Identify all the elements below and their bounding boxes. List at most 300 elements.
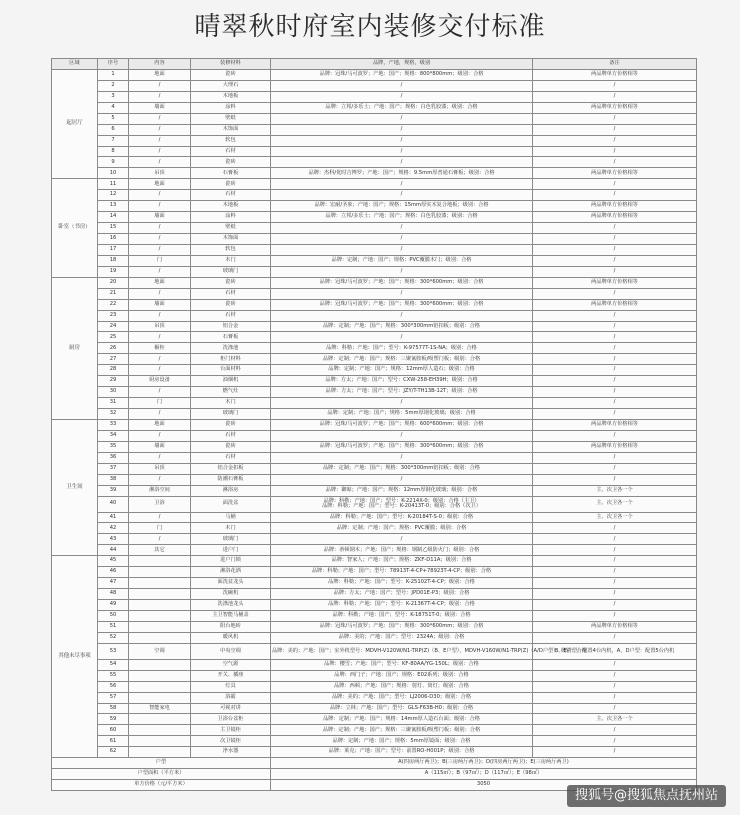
row-number-cell: 61 xyxy=(98,736,129,747)
brand-spec-cell: / xyxy=(271,310,533,321)
table-row xyxy=(52,234,697,245)
brand-spec-cell: 品牌：杰科/优时吉博罗；产地：国产；规格：9.5mm厚普通石膏板；级别：合格 xyxy=(271,168,533,179)
table-row xyxy=(52,288,697,299)
material-cell: 淋浴房 xyxy=(191,485,271,496)
row-number-cell: 55 xyxy=(98,670,129,681)
material-cell: 瓷砖 xyxy=(191,419,271,430)
brand-spec-cell: / xyxy=(271,146,533,157)
content-cell: / xyxy=(129,512,191,523)
brand-spec-cell: 品牌：定制；产地：国产；规格：5mm厚镜面；级别：合格 xyxy=(271,736,533,747)
material-cell: 燃气灶 xyxy=(191,387,271,398)
remark-cell: / xyxy=(533,288,697,299)
brand-spec-cell: 品牌：定制；产地：国产；规格：14mm厚人造石台面；级别：合格 xyxy=(271,714,533,725)
summary-value: A(四房两厅两卫)；B(三房两厅两卫)；D(四房两厅两卫)；E(三房两厅两卫) xyxy=(271,758,697,769)
table-row xyxy=(52,512,697,523)
brand-spec-cell: / xyxy=(271,179,533,190)
material-cell: 石膏板 xyxy=(191,168,271,179)
row-number-cell: 12 xyxy=(98,190,129,201)
remark-cell: / xyxy=(533,321,697,332)
brand-spec-line: 品牌：科勒；产地：国产；型号：K-20413T-0；级别：合格（次卫） xyxy=(322,503,481,509)
content-cell: / xyxy=(129,223,191,234)
content-cell: 地面 xyxy=(129,277,191,288)
material-cell: 瓷砖 xyxy=(191,157,271,168)
table-row xyxy=(52,703,697,714)
table-row xyxy=(52,387,697,398)
row-number-cell: 41 xyxy=(98,512,129,523)
remark-cell: 两品牌单方价格相等 xyxy=(533,102,697,113)
content-cell xyxy=(129,632,191,643)
row-number-cell: 34 xyxy=(98,430,129,441)
table-row xyxy=(52,747,697,758)
table-row xyxy=(52,255,697,266)
material-cell: 淋浴花洒 xyxy=(191,567,271,578)
remark-cell: / xyxy=(533,600,697,611)
content-cell: 门 xyxy=(129,398,191,409)
remark-cell: / xyxy=(533,692,697,703)
brand-spec-cell: / xyxy=(271,534,533,545)
material-cell: 铝合金 xyxy=(191,321,271,332)
content-cell: / xyxy=(129,91,191,102)
row-number-cell: 50 xyxy=(98,610,129,621)
material-cell: 面洗盆 xyxy=(191,496,271,512)
brand-spec-line: 品牌：科勒；产地：国产；型号：K-2214X-0；级别：合格（主卫） xyxy=(323,497,480,504)
content-cell xyxy=(129,659,191,670)
table-row xyxy=(52,556,697,567)
row-number-cell: 16 xyxy=(98,234,129,245)
remark-cell: / xyxy=(533,736,697,747)
row-number-cell: 60 xyxy=(98,725,129,736)
remark-cell: 主、次卫各一个 xyxy=(533,485,697,496)
remark-cell: / xyxy=(533,610,697,621)
brand-spec-cell: 品牌：冠珠/马可波罗；产地：国产；规格：300*600mm；级别：合格 xyxy=(271,441,533,452)
table-row xyxy=(52,310,697,321)
table-row xyxy=(52,135,697,146)
material-cell: 进户门 xyxy=(191,545,271,556)
content-cell xyxy=(129,725,191,736)
content-cell: / xyxy=(129,474,191,485)
table-row xyxy=(52,113,697,124)
summary-label: 户型面积（平方米） xyxy=(52,769,271,780)
area-cell: 其他未尽事项 xyxy=(52,556,98,758)
header-material: 装修材料 xyxy=(191,59,271,70)
row-number-cell: 29 xyxy=(98,376,129,387)
row-number-cell: 40 xyxy=(98,496,129,512)
content-cell xyxy=(129,567,191,578)
brand-spec-cell: 品牌：立林；产地：国产；型号：GLS-F63B-H0；级别：合格 xyxy=(271,703,533,714)
remark-cell: / xyxy=(533,747,697,758)
material-cell: 主卫智能马桶盖 xyxy=(191,610,271,621)
table-row xyxy=(52,496,697,512)
content-cell: 墙面 xyxy=(129,299,191,310)
row-number-cell: 32 xyxy=(98,409,129,420)
table-row xyxy=(52,343,697,354)
content-cell: 空调 xyxy=(129,643,191,659)
brand-spec-cell: / xyxy=(271,113,533,124)
content-cell xyxy=(129,670,191,681)
content-cell: / xyxy=(129,157,191,168)
page-title: 晴翠秋时府室内装修交付标准 xyxy=(194,12,546,42)
row-number-cell: 43 xyxy=(98,534,129,545)
material-cell: 中央空调 xyxy=(191,643,271,659)
table-row xyxy=(52,376,697,387)
material-cell: 石材 xyxy=(191,190,271,201)
table-row xyxy=(52,452,697,463)
brand-spec-cell: / xyxy=(271,124,533,135)
brand-spec-cell: / xyxy=(271,157,533,168)
brand-spec-cell: 品牌：蒂顿钢木；产地：国产；规格：钢制乙级防火门；级别：合格 xyxy=(271,545,533,556)
brand-spec-cell: 品牌：定制；产地：国产；规格：PVC覆膜木门；级别：合格 xyxy=(271,255,533,266)
brand-spec-cell: 品牌：定制；产地：国产；规格：300*300mm铝扣板；级别：合格 xyxy=(271,321,533,332)
table-row xyxy=(52,419,697,430)
brand-spec-cell: 品牌：定制；产地：国产；规格：三聚氰胺板/吸塑门板；级别：合格 xyxy=(271,354,533,365)
row-number-cell: 2 xyxy=(98,80,129,91)
content-cell: / xyxy=(129,234,191,245)
remark-cell: / xyxy=(533,545,697,556)
table-row xyxy=(52,485,697,496)
table-row xyxy=(52,736,697,747)
content-cell: 门 xyxy=(129,255,191,266)
row-number-cell: 5 xyxy=(98,113,129,124)
brand-spec-cell: / xyxy=(271,244,533,255)
remark-cell: / xyxy=(533,523,697,534)
material-cell: 木地板 xyxy=(191,201,271,212)
row-number-cell: 18 xyxy=(98,255,129,266)
material-cell: 木饰面 xyxy=(191,234,271,245)
table-row xyxy=(52,223,697,234)
remark-cell: / xyxy=(533,234,697,245)
content-cell: / xyxy=(129,288,191,299)
table-row xyxy=(52,632,697,643)
summary-row xyxy=(52,769,697,780)
table-row xyxy=(52,102,697,113)
remark-cell: / xyxy=(533,91,697,102)
content-cell xyxy=(129,578,191,589)
table-row xyxy=(52,670,697,681)
table-row xyxy=(52,463,697,474)
content-cell: 淋浴空间 xyxy=(129,485,191,496)
table-row xyxy=(52,474,697,485)
row-number-cell: 59 xyxy=(98,714,129,725)
row-number-cell: 6 xyxy=(98,124,129,135)
brand-spec-cell: / xyxy=(271,398,533,409)
header-content: 内容 xyxy=(129,59,191,70)
material-cell: 柜门材料 xyxy=(191,354,271,365)
remark-cell: / xyxy=(533,725,697,736)
content-cell: / xyxy=(129,201,191,212)
remark-cell: / xyxy=(533,157,697,168)
table-row xyxy=(52,409,697,420)
table-row xyxy=(52,190,697,201)
remark-cell: 两品牌单方价格相等 xyxy=(533,212,697,223)
table-row xyxy=(52,124,697,135)
content-cell xyxy=(129,589,191,600)
brand-spec-cell: 品牌：科勒；产地：国产；型号：K-20184T-S-0；级别：合格 xyxy=(271,512,533,523)
brand-spec-cell: / xyxy=(271,266,533,277)
material-cell: 洗涤池 xyxy=(191,343,271,354)
remark-cell: / xyxy=(533,452,697,463)
remark-cell: / xyxy=(533,146,697,157)
remark-cell: / xyxy=(533,190,697,201)
content-cell: / xyxy=(129,452,191,463)
remark-cell: / xyxy=(533,135,697,146)
brand-spec-cell: / xyxy=(271,474,533,485)
brand-spec-cell: / xyxy=(271,91,533,102)
brand-spec-cell: / xyxy=(271,430,533,441)
table-row xyxy=(52,91,697,102)
remark-cell: / xyxy=(533,659,697,670)
brand-spec-cell: 品牌：樱雪；产地：国产；型号：KF-80AA/YG-150L；级别：合格 xyxy=(271,659,533,670)
material-cell: 空气源 xyxy=(191,659,271,670)
remark-cell: / xyxy=(533,556,697,567)
remark-cell: 两品牌单方价格相等 xyxy=(533,201,697,212)
row-number-cell: 21 xyxy=(98,288,129,299)
row-number-cell: 62 xyxy=(98,747,129,758)
material-cell: 次卫镜柜 xyxy=(191,736,271,747)
row-number-cell: 3 xyxy=(98,91,129,102)
material-cell: 瓷砖 xyxy=(191,277,271,288)
row-number-cell: 30 xyxy=(98,387,129,398)
brand-spec-cell: 品牌：方太；产地：国产；型号：CXW-258-EH39H；级别：合格 xyxy=(271,376,533,387)
brand-spec-cell: 品牌：方太；产地：国产；型号：JZY/T-TH13B-12T；级别：合格 xyxy=(271,387,533,398)
material-cell: 玻璃门 xyxy=(191,534,271,545)
material-cell: 木饰面 xyxy=(191,124,271,135)
brand-spec-cell: 品牌：定制；产地：国产；规格：PVC覆膜；级别：合格 xyxy=(271,523,533,534)
brand-spec-cell: 品牌：莱克；产地：国产；型号：前置RO-H001P；级别：合格 xyxy=(271,747,533,758)
material-cell: 瓷砖 xyxy=(191,179,271,190)
content-cell xyxy=(129,692,191,703)
remark-cell: / xyxy=(533,354,697,365)
remark-cell: B、E户型：配置4台内机，A、D户型：配置5台内机 xyxy=(533,643,697,659)
content-cell: / xyxy=(129,354,191,365)
row-number-cell: 26 xyxy=(98,343,129,354)
summary-row xyxy=(52,758,697,769)
table-header-row xyxy=(52,59,697,70)
row-number-cell: 10 xyxy=(98,168,129,179)
remark-cell: / xyxy=(533,255,697,266)
brand-spec-cell: / xyxy=(271,234,533,245)
content-cell: / xyxy=(129,534,191,545)
table-row xyxy=(52,299,697,310)
brand-spec-cell: 品牌：科勒；产地：国产；型号：K-97577T-1S-NA；级别：合格 xyxy=(271,343,533,354)
table-row xyxy=(52,589,697,600)
brand-spec-cell: 品牌：冠珠/马可波罗；产地：国产；规格：300*600mm；级别：合格 xyxy=(271,299,533,310)
content-cell xyxy=(129,714,191,725)
remark-cell: 两品牌单方价格相等 xyxy=(533,69,697,80)
content-cell: / xyxy=(129,135,191,146)
content-cell xyxy=(129,736,191,747)
row-number-cell: 38 xyxy=(98,474,129,485)
remark-cell: / xyxy=(533,534,697,545)
content-cell: / xyxy=(129,244,191,255)
remark-cell: / xyxy=(533,670,697,681)
brand-spec-cell: 品牌：西顿；产地：国产；规格：射灯、筒灯；级别：合格 xyxy=(271,681,533,692)
brand-spec-cell: / xyxy=(271,190,533,201)
brand-spec-cell: 品牌：美的；产地：国产；室外机型号：MDVH-V120W/N1-TRP(Z)（B、E户型），MDVH-V160W/N1-TRP(Z)（A/D户型）；级别：合格 xyxy=(271,643,533,659)
brand-spec-cell: / xyxy=(271,288,533,299)
brand-spec-cell xyxy=(271,496,533,512)
remark-cell: / xyxy=(533,578,697,589)
content-cell: 智能家电 xyxy=(129,703,191,714)
row-number-cell: 11 xyxy=(98,179,129,190)
table-row xyxy=(52,725,697,736)
table-row xyxy=(52,157,697,168)
row-number-cell: 39 xyxy=(98,485,129,496)
content-cell xyxy=(129,556,191,567)
table-row xyxy=(52,179,697,190)
table-row xyxy=(52,578,697,589)
table-row xyxy=(52,441,697,452)
material-cell: 防潮石膏板 xyxy=(191,474,271,485)
remark-cell: / xyxy=(533,124,697,135)
row-number-cell: 58 xyxy=(98,703,129,714)
brand-spec-cell: 品牌：科勒；产地：国产；型号：K-21367T-4-CP；级别：合格 xyxy=(271,600,533,611)
content-cell: / xyxy=(129,310,191,321)
row-number-cell: 27 xyxy=(98,354,129,365)
table-row xyxy=(52,69,697,80)
content-cell: / xyxy=(129,365,191,376)
table-row xyxy=(52,146,697,157)
content-cell: / xyxy=(129,430,191,441)
brand-spec-cell: 品牌：冠珠/马可波罗；产地：国产；规格：300*600mm；级别：合格 xyxy=(271,621,533,632)
remark-cell: / xyxy=(533,387,697,398)
content-cell: 墙面 xyxy=(129,102,191,113)
row-number-cell: 42 xyxy=(98,523,129,534)
brand-spec-cell: 品牌：科勒；产地：国产；型号：78913T-4-CP+78923T-4-CP；级别：合格 xyxy=(271,567,533,578)
remark-cell: 主、次卫各一个 xyxy=(533,496,697,512)
brand-spec-cell: 品牌：定制；产地：国产；规格：三聚氰胺板/吸塑门板；级别：合格 xyxy=(271,725,533,736)
remark-cell: / xyxy=(533,80,697,91)
material-cell: 石膏板 xyxy=(191,332,271,343)
material-cell: 洗碗机 xyxy=(191,589,271,600)
material-cell: 石材 xyxy=(191,310,271,321)
row-number-cell: 25 xyxy=(98,332,129,343)
material-cell: 玻璃门 xyxy=(191,266,271,277)
row-number-cell: 53 xyxy=(98,643,129,659)
remark-cell: 两品牌单方价格相等 xyxy=(533,621,697,632)
remark-cell: / xyxy=(533,310,697,321)
table-row xyxy=(52,212,697,223)
header-area: 区域 xyxy=(52,59,98,70)
brand-spec-cell: / xyxy=(271,80,533,91)
material-cell: 面洗盆龙头 xyxy=(191,578,271,589)
brand-spec-cell: 品牌：定制；产地：国产；规格：12mm厚人造石；级别：合格 xyxy=(271,365,533,376)
content-cell xyxy=(129,610,191,621)
summary-value: A（115㎡）；B（97㎡）；D（117㎡）；E（98㎡） xyxy=(271,769,697,780)
material-cell: 可视对讲 xyxy=(191,703,271,714)
area-cell: 厨房 xyxy=(52,277,98,419)
content-cell xyxy=(129,681,191,692)
content-cell: 门 xyxy=(129,523,191,534)
material-cell: 进户门锁 xyxy=(191,556,271,567)
content-cell: 地面 xyxy=(129,179,191,190)
content-cell: 橱柜 xyxy=(129,343,191,354)
content-cell: 吊顶 xyxy=(129,321,191,332)
material-cell: 涂料 xyxy=(191,102,271,113)
row-number-cell: 44 xyxy=(98,545,129,556)
row-number-cell: 47 xyxy=(98,578,129,589)
delivery-standard-table xyxy=(51,58,697,791)
row-number-cell: 36 xyxy=(98,452,129,463)
content-cell: 厨房设备 xyxy=(129,376,191,387)
material-cell: 阳台地砖 xyxy=(191,621,271,632)
material-cell: 瓷砖 xyxy=(191,299,271,310)
content-cell: / xyxy=(129,332,191,343)
row-number-cell: 9 xyxy=(98,157,129,168)
table-row xyxy=(52,201,697,212)
row-number-cell: 19 xyxy=(98,266,129,277)
table-row xyxy=(52,643,697,659)
content-cell xyxy=(129,747,191,758)
row-number-cell: 52 xyxy=(98,632,129,643)
brand-spec-cell: 品牌：冠珠/马可波罗；产地：国产；规格：300*600mm；级别：合格 xyxy=(271,277,533,288)
table-row xyxy=(52,567,697,578)
header-no: 序号 xyxy=(98,59,129,70)
remark-cell: / xyxy=(533,343,697,354)
remark-cell: 两品牌单方价格相等 xyxy=(533,299,697,310)
summary-label: 户型 xyxy=(52,758,271,769)
row-number-cell: 35 xyxy=(98,441,129,452)
material-cell: 壁纸 xyxy=(191,223,271,234)
content-cell: / xyxy=(129,146,191,157)
row-number-cell: 46 xyxy=(98,567,129,578)
table-row xyxy=(52,600,697,611)
table-row xyxy=(52,168,697,179)
material-cell: 瓷砖 xyxy=(191,441,271,452)
row-number-cell: 23 xyxy=(98,310,129,321)
brand-spec-cell: 品牌：方太；产地：国产；型号：JPD01E-P3；级别：合格 xyxy=(271,589,533,600)
brand-spec-cell: / xyxy=(271,332,533,343)
row-number-cell: 57 xyxy=(98,692,129,703)
remark-cell: / xyxy=(533,409,697,420)
area-cell: 卧室（书房） xyxy=(52,179,98,277)
material-cell: 石材 xyxy=(191,430,271,441)
brand-spec-cell: 品牌：定制；产地：国产；规格：5mm厚钢化玻璃；级别：合格 xyxy=(271,409,533,420)
row-number-cell: 45 xyxy=(98,556,129,567)
row-number-cell: 15 xyxy=(98,223,129,234)
row-number-cell: 14 xyxy=(98,212,129,223)
content-cell: 其它 xyxy=(129,545,191,556)
content-cell: / xyxy=(129,124,191,135)
material-cell: 木地板 xyxy=(191,91,271,102)
row-number-cell: 51 xyxy=(98,621,129,632)
remark-cell: 两品牌单方价格相等 xyxy=(533,168,697,179)
remark-cell: 主、次卫各一个 xyxy=(533,714,697,725)
row-number-cell: 22 xyxy=(98,299,129,310)
row-number-cell: 13 xyxy=(98,201,129,212)
remark-cell: / xyxy=(533,681,697,692)
table-row xyxy=(52,321,697,332)
brand-spec-cell: 品牌：立邦/多乐士；产地：国产；规格：白色乳胶漆；级别：合格 xyxy=(271,212,533,223)
material-cell: 木门 xyxy=(191,398,271,409)
material-cell: 暖风机 xyxy=(191,632,271,643)
remark-cell: / xyxy=(533,463,697,474)
material-cell: 净水器 xyxy=(191,747,271,758)
table-row xyxy=(52,80,697,91)
content-cell: / xyxy=(129,80,191,91)
material-cell: 石材 xyxy=(191,288,271,299)
material-cell: 浴霸 xyxy=(191,692,271,703)
watermark: 搜狐号@搜狐焦点抚州站 xyxy=(567,785,726,807)
table-row xyxy=(52,354,697,365)
remark-cell: / xyxy=(533,589,697,600)
remark-cell: / xyxy=(533,244,697,255)
material-cell: 台面材料 xyxy=(191,365,271,376)
material-cell: 软包 xyxy=(191,135,271,146)
material-cell: 开关、插座 xyxy=(191,670,271,681)
content-cell: 卫浴 xyxy=(129,496,191,512)
remark-cell: 主、次卫各一个 xyxy=(533,512,697,523)
brand-spec-cell: 品牌：御晾；产地：国产；规格：12mm厚钢化玻璃；级别：合格 xyxy=(271,485,533,496)
